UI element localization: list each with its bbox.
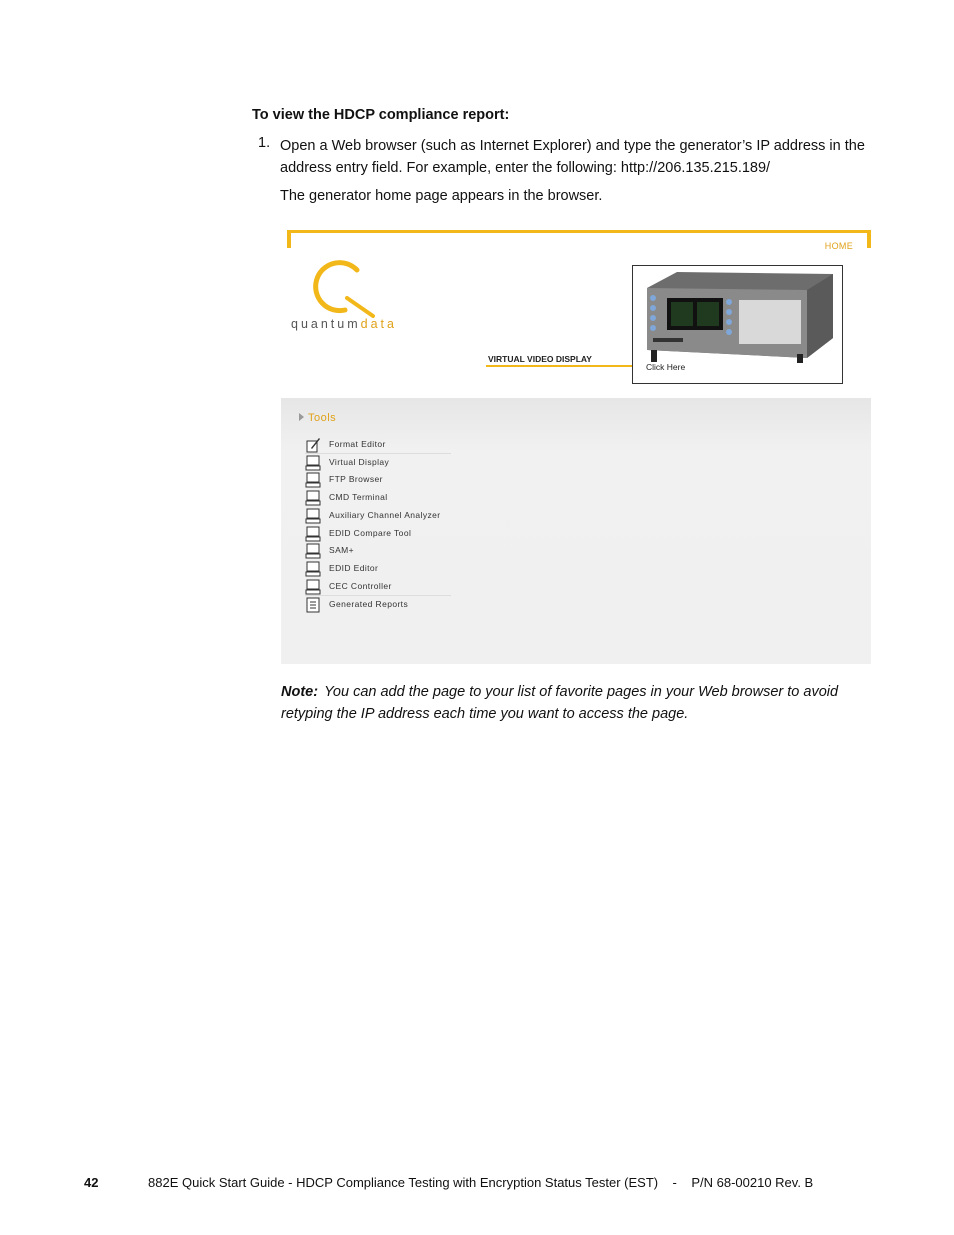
step-result: The generator home page appears in the browser. bbox=[280, 188, 603, 204]
tool-label: CMD Terminal bbox=[329, 492, 388, 502]
click-here-label: Click Here bbox=[646, 362, 686, 372]
tool-edid-editor[interactable] bbox=[305, 560, 451, 577]
quantumdata-logo-icon bbox=[307, 250, 377, 320]
tool-label: Auxiliary Channel Analyzer bbox=[329, 510, 441, 520]
vvd-underline bbox=[486, 365, 632, 367]
footer-text: 882E Quick Start Guide - HDCP Compliance Testing with Encryption Status Tester (EST) - P/N 68-00210 Rev. B bbox=[148, 1175, 814, 1190]
tool-label: CEC Controller bbox=[329, 581, 392, 591]
generator-device-icon bbox=[637, 268, 837, 363]
tool-label: SAM+ bbox=[329, 545, 354, 555]
accent-bar-left bbox=[287, 230, 291, 248]
logo-text-accent: data bbox=[360, 317, 397, 331]
computer-icon bbox=[305, 543, 321, 559]
computer-icon bbox=[305, 472, 321, 488]
tool-sam-plus[interactable] bbox=[305, 542, 451, 559]
note bbox=[281, 681, 881, 725]
expand-arrow-icon bbox=[299, 413, 304, 421]
tool-label: Virtual Display bbox=[329, 457, 390, 467]
document-icon bbox=[305, 597, 321, 613]
note-text: You can add the page to your list of favorite pages in your Web browser to avoid retyping the IP address each time you want to access the page. bbox=[281, 684, 839, 722]
tool-label: EDID Compare Tool bbox=[329, 528, 412, 538]
accent-bar bbox=[287, 230, 871, 233]
virtual-video-display-link[interactable] bbox=[632, 265, 843, 384]
tool-cec-controller[interactable] bbox=[305, 578, 451, 596]
computer-icon bbox=[305, 579, 321, 595]
step-text: Open a Web browser (such as Internet Explorer) and type the generator’s IP address in the address entry field. For example, enter the following: http://206.135.215.189/ bbox=[280, 138, 865, 176]
tool-cmd-terminal[interactable] bbox=[305, 489, 451, 506]
pencil-edit-icon bbox=[305, 437, 321, 453]
computer-icon bbox=[305, 508, 321, 524]
logo-text-main: quantum bbox=[291, 317, 361, 331]
tool-ftp-browser[interactable] bbox=[305, 471, 451, 488]
computer-icon bbox=[305, 455, 321, 471]
tool-label: EDID Editor bbox=[329, 563, 379, 573]
step-number: 1. bbox=[258, 135, 271, 151]
section-heading: To view the HDCP compliance report: bbox=[252, 107, 510, 123]
page-number: 42 bbox=[84, 1175, 99, 1190]
tools-heading bbox=[299, 412, 336, 424]
note-label: Note: bbox=[281, 684, 319, 700]
home-link[interactable]: HOME bbox=[824, 241, 853, 251]
generator-home-page-screenshot bbox=[281, 230, 871, 664]
accent-bar-right bbox=[867, 230, 871, 248]
tools-panel bbox=[281, 398, 871, 664]
logo-wordmark bbox=[291, 317, 397, 331]
tool-generated-reports[interactable] bbox=[305, 596, 451, 613]
tool-auxiliary-channel-analyzer[interactable] bbox=[305, 507, 451, 524]
tool-format-editor[interactable] bbox=[305, 436, 451, 454]
tools-title: Tools bbox=[308, 412, 337, 424]
tool-edid-compare-tool[interactable] bbox=[305, 525, 451, 542]
tool-virtual-display[interactable] bbox=[305, 454, 451, 471]
tool-label: Generated Reports bbox=[329, 599, 409, 609]
computer-icon bbox=[305, 561, 321, 577]
computer-icon bbox=[305, 526, 321, 542]
virtual-video-display-label: VIRTUAL VIDEO DISPLAY bbox=[488, 354, 592, 364]
tool-label: Format Editor bbox=[329, 439, 386, 449]
computer-icon bbox=[305, 490, 321, 506]
tool-label: FTP Browser bbox=[329, 474, 383, 484]
